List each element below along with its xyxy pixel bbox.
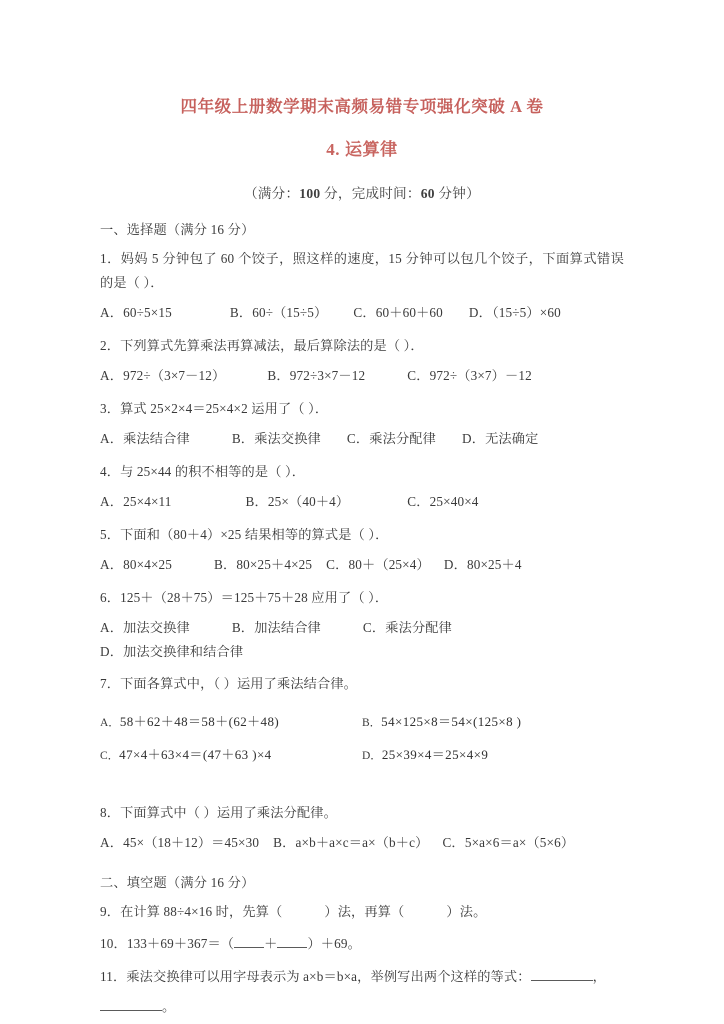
option-6d[interactable]: D．加法交换律和结合律 [100,643,244,659]
score-value: 100 [299,186,321,202]
option-6c[interactable]: C．乘法分配律 [362,620,452,636]
option-8b[interactable]: B．a×b＋a×c＝a×（b＋c） [273,835,429,851]
option-row-5 [100,546,624,577]
q10-part-a: 10．133＋69＋367＝（ [100,936,235,952]
option-1c[interactable]: C．60＋60＋60 [353,305,443,321]
option-5c[interactable]: C．80＋（25×4） [326,557,430,573]
q11-answer-blank-2[interactable] [100,1010,162,1011]
q11-answer-blank-1[interactable] [531,980,593,981]
option-3a[interactable]: A．乘法结合律 [100,431,190,447]
option-2b[interactable]: B．972÷3×7－12 [267,368,366,384]
q10-answer-blank-1[interactable] [234,947,264,948]
option-8c[interactable]: C．5×a×6＝a×（5×6） [442,835,575,851]
option-5b[interactable]: B．80×25＋4×25 [214,557,313,573]
option-1a[interactable]: A．60÷5×15 [100,305,172,321]
score-time-line [100,162,624,202]
option-1b[interactable]: B．60÷（15÷5） [229,305,328,321]
question-stem-5: 5．下面和（80＋4）×25 结果相等的算式是（ ）． [100,526,389,542]
q10-part-b: ＋ [264,936,278,952]
option-7c[interactable]: C．47×4＋63×4＝(47＋63 )×4 [100,746,272,762]
option-5d[interactable]: D．80×25＋4 [443,557,522,573]
question-stem-3: 3．算式 25×2×4＝25×4×2 运用了（ ）． [100,400,329,416]
option-1d[interactable]: D．（15÷5）×60 [468,305,561,321]
page-subtitle: 4. 运算律 [326,140,398,160]
option-7b[interactable]: B．54×125×8＝54×(125×8 ) [362,713,522,729]
time-value: 60 [420,186,435,202]
option-8a[interactable]: A．45×（18＋12）＝45×30 [100,835,260,851]
q9-part-c: ）法。 [446,903,487,919]
section-heading-choice: 一、选择题（满分 16 分） [100,222,255,238]
option-row-6 [100,609,624,663]
option-7a[interactable]: A．58＋62＋48＝58＋(62＋48) [100,713,280,729]
section-heading-fill: 二、填空题（满分 16 分） [100,874,255,890]
q11-part-b: ， [592,968,606,984]
q10-part-c: ）＋69。 [307,936,361,952]
question-stem-8: 8．下面算式中（ ）运用了乘法分配律。 [100,804,337,820]
option-2c[interactable]: C．972÷（3×7）－12 [407,368,532,384]
option-row-2 [100,357,624,388]
option-6b[interactable]: B．加法结合律 [231,620,321,636]
option-3b[interactable]: B．乘法交换律 [231,431,321,447]
question-stem-11 [100,956,624,989]
option-3c[interactable]: C．乘法分配律 [346,431,436,447]
option-row-7-bottom [100,729,624,775]
option-7d[interactable]: D．25×39×4＝25×4×9 [362,746,489,762]
question-11-continuation [100,988,624,1019]
question-stem-7: 7．下面各算式中，（ ）运用了乘法结合律。 [100,676,358,692]
option-4c[interactable]: C．25×40×4 [407,494,479,510]
score-suffix: 分钟） [434,186,480,202]
question-stem-4: 4．与 25×44 的积不相等的是（ ）． [100,463,306,479]
option-row-3 [100,420,624,451]
option-6a[interactable]: A．加法交换律 [100,620,190,636]
option-5a[interactable]: A．80×4×25 [100,557,173,573]
question-stem-2: 2．下列算式先算乘法再算减法，最后算除法的是（ ）． [100,337,424,353]
q9-part-b: ）法，再算（ [324,903,405,919]
score-mid: 分，完成时间： [320,186,421,202]
question-stem-6: 6．125＋（28＋75）＝125＋75＋28 应用了（ ）． [100,589,389,605]
question-stem-1: 1．妈妈 5 分钟包了 60 个饺子，照这样的速度，15 分钟可以包几个饺子，下面算式错误的是（ ）． [100,251,624,290]
option-row-8 [100,824,624,855]
score-prefix: （满分： [244,186,300,202]
q9-part-a: 9．在计算 88÷4×16 时，先算（ [100,903,283,919]
q11-part-c: 。 [162,999,176,1015]
question-stem-9 [100,891,624,924]
option-4a[interactable]: A．25×4×11 [100,494,172,510]
option-row-4 [100,483,624,514]
option-4b[interactable]: B．25×（40＋4） [245,494,350,510]
q11-part-a: 11．乘法交换律可以用字母表示为 a×b＝b×a，举例写出两个这样的等式： [100,968,531,984]
option-2a[interactable]: A．972÷（3×7－12） [100,368,226,384]
q10-answer-blank-2[interactable] [277,947,307,948]
page-title: 四年级上册数学期末高频易错专项强化突破 A 卷 [180,97,544,116]
page-content [100,0,624,1019]
option-row-7-top [100,696,624,729]
option-3d[interactable]: D．无法确定 [461,431,539,447]
option-row-1 [100,294,624,325]
question-stem-10 [100,923,624,956]
